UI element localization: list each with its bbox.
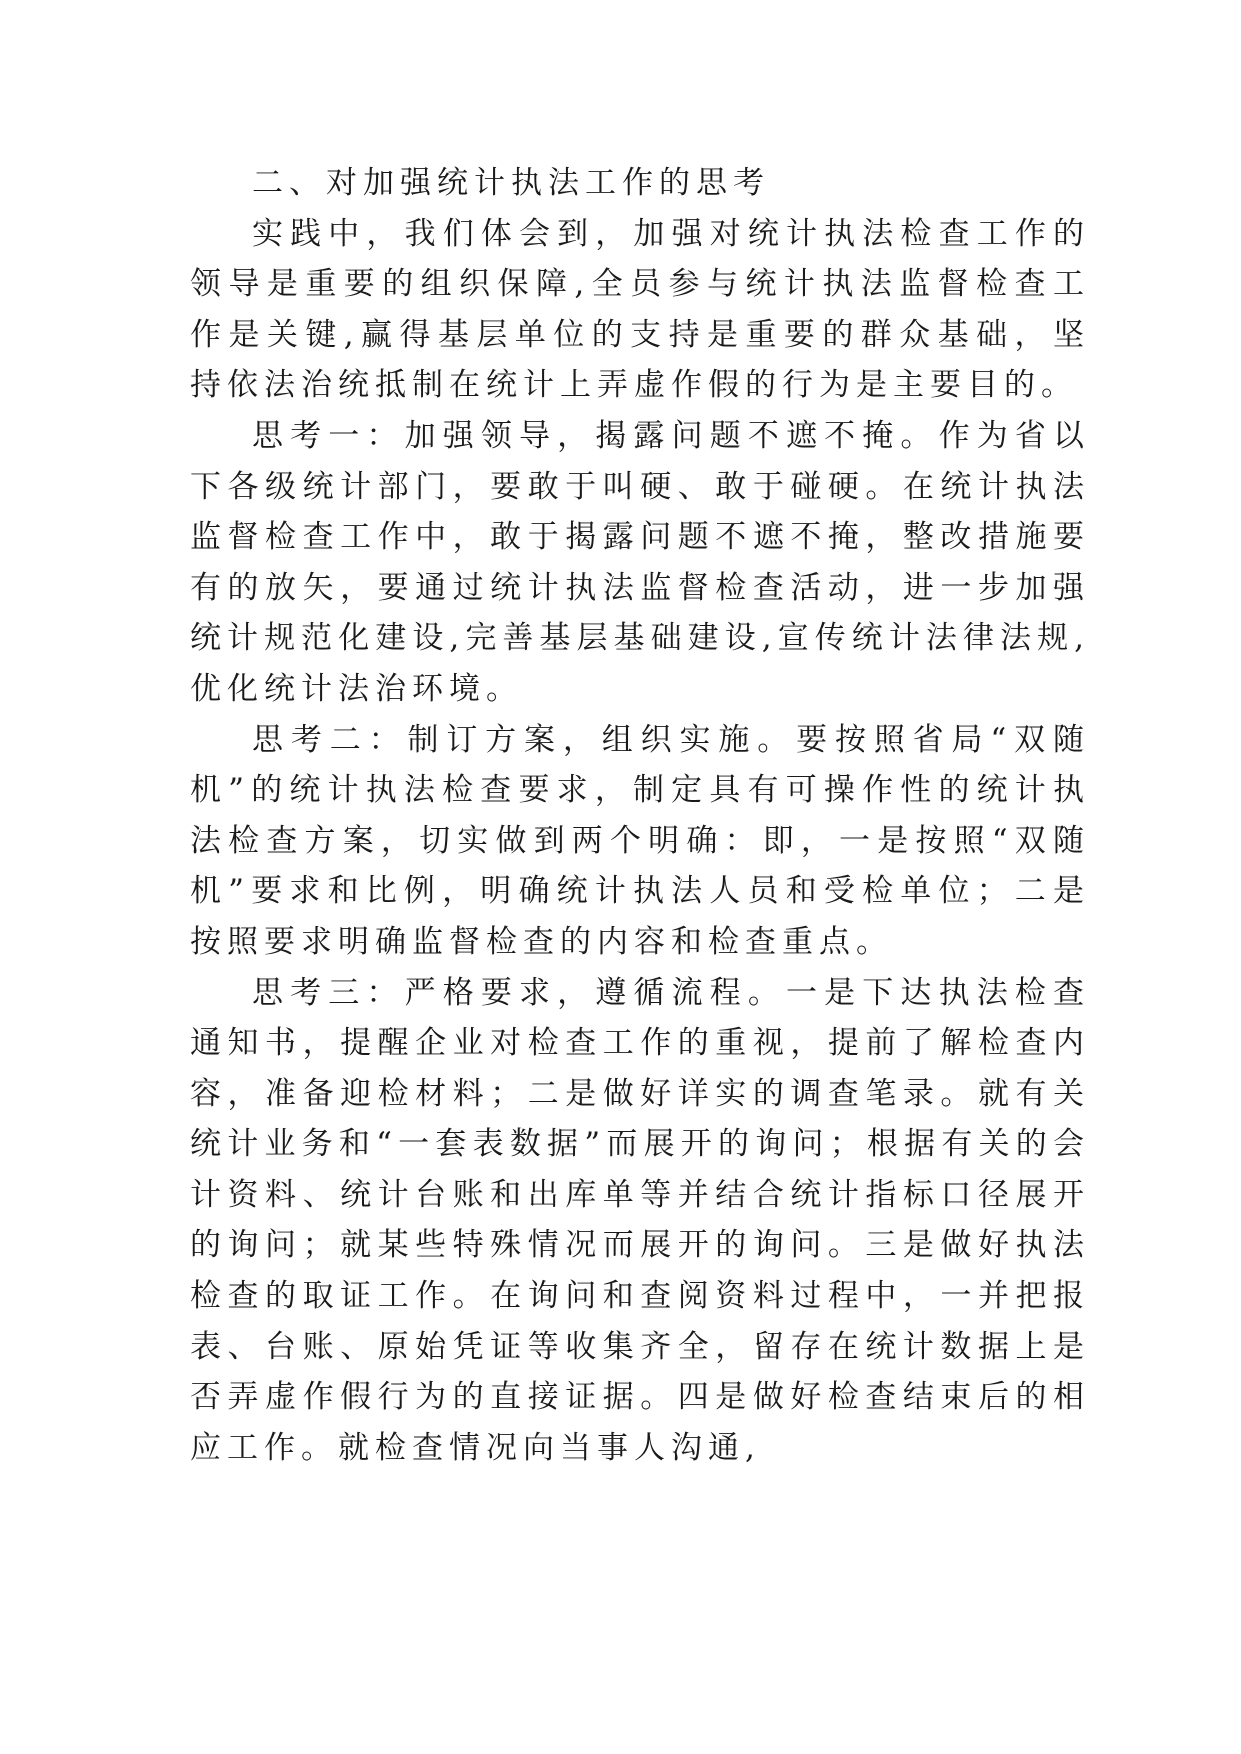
- paragraph-thought-three: 思考三：严格要求，遵循流程。一是下达执法检查通知书，提醒企业对检查工作的重视，提前了解检查内容，准备迎检材料；二是做好详实的调查笔录。就有关统计业务和“一套表数据”而展开的询问；根据有关的会计资料、统计台账和出库单等并结合统计指标口径展开的询问；就某些特殊情况而展开的询问。三是做好执法检查的取证工作。在询问和查阅资料过程中，一并把报表、台账、原始凭证等收集齐全，留存在统计数据上是否弄虚作假行为的直接证据。四是做好检查结束后的相应工作。就检查情况向当事人沟通,: [190, 974, 1090, 1466]
- paragraph-practice: 实践中，我们体会到，加强对统计执法检查工作的领导是重要的组织保障,全员参与统计执法监督检查工作是关键,赢得基层单位的支持是重要的群众基础，坚持依法治统抵制在统计上弄虚作假的行为是主要目的。: [190, 215, 1090, 404]
- paragraph-thought-one: 思考一：加强领导，揭露问题不遮不掩。作为省以下各级统计部门，要敢于叫硬、敢于碰硬。在统计执法监督检查工作中，敢于揭露问题不遮不掩，整改措施要有的放矢，要通过统计执法监督检查活动，进一步加强统计规范化建设,完善基层基础建设,宣传统计法律法规,优化统计法治环境。: [190, 417, 1090, 707]
- section-heading: 二、对加强统计执法工作的思考: [252, 165, 770, 201]
- paragraph-thought-two: 思考二：制订方案，组织实施。要按照省局“双随机”的统计执法检查要求，制定具有可操作性的统计执法检查方案，切实做到两个明确：即，一是按照“双随机”要求和比例，明确统计执法人员和受检单位；二是按照要求明确监督检查的内容和检查重点。: [190, 721, 1090, 960]
- document-page: [190, 158, 1090, 1473]
